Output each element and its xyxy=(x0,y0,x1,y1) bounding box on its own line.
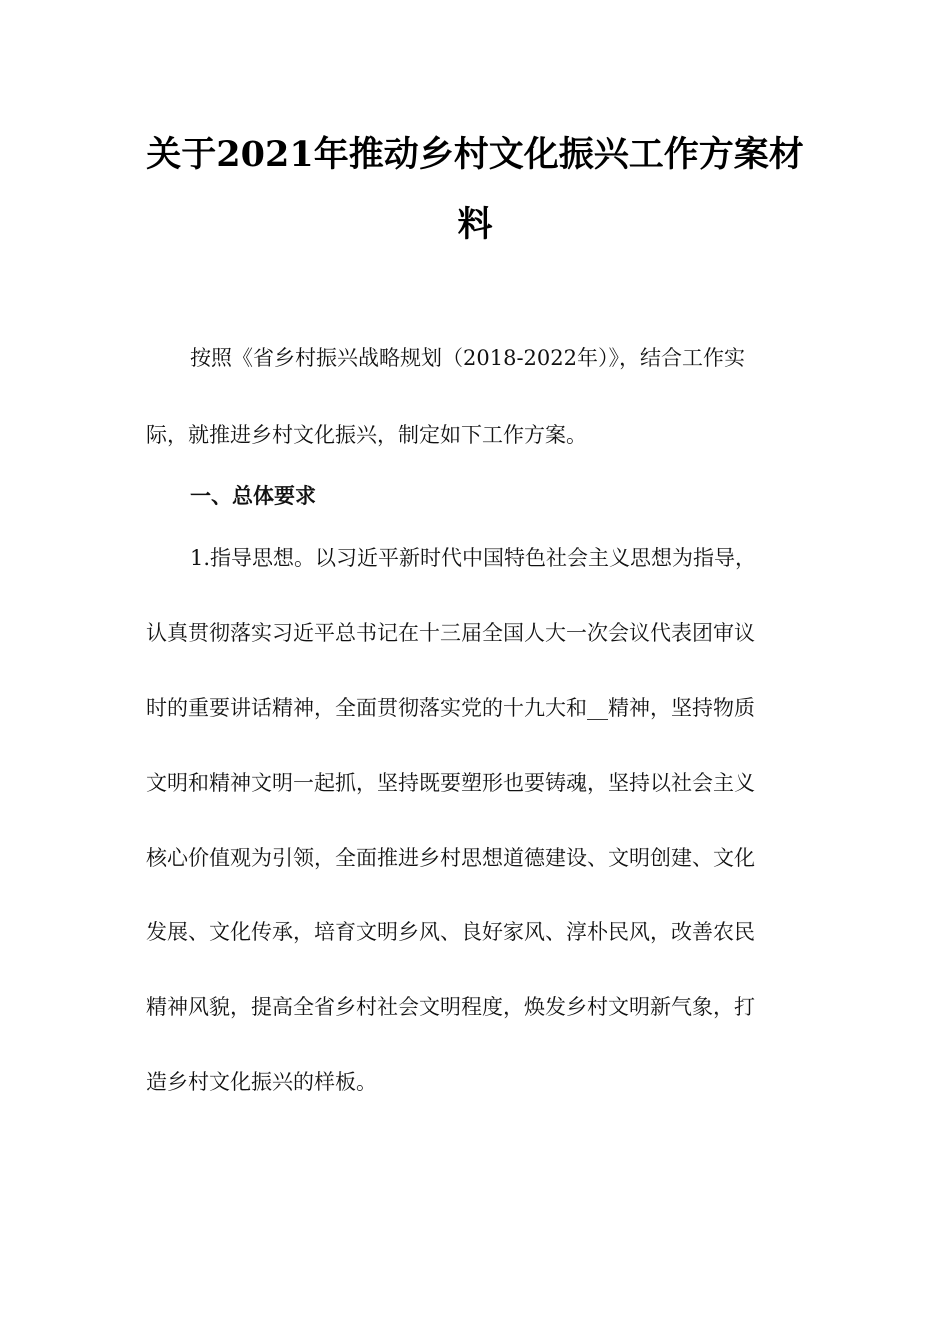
paragraph-line-6: 发展、文化传承，培育文明乡风、良好家风、淳朴民风，改善农民 xyxy=(146,920,755,944)
paragraph-line-1: 1.指导思想。以习近平新时代中国特色社会主义思想为指导， xyxy=(190,546,757,570)
paragraph-line-7: 精神风貌，提高全省乡村社会文明程度，焕发乡村文明新气象，打 xyxy=(146,995,755,1019)
paragraph-line-2: 认真贯彻落实习近平总书记在十三届全国人大一次会议代表团审议 xyxy=(146,621,755,645)
intro-line-1: 按照《省乡村振兴战略规划（2018-2022年）》，结合工作实 xyxy=(190,346,745,370)
paragraph-line-3: 时的重要讲话精神，全面贯彻落实党的十九大和__精神，坚持物质 xyxy=(146,696,755,720)
document-title-line-1: 关于2021年推动乡村文化振兴工作方案材 xyxy=(146,134,804,175)
paragraph-line-4: 文明和精神文明一起抓，坚持既要塑形也要铸魂，坚持以社会主义 xyxy=(146,771,755,795)
paragraph-line-8: 造乡村文化振兴的样板。 xyxy=(146,1070,377,1094)
document-title-line-2: 料 xyxy=(457,204,493,245)
paragraph-line-5: 核心价值观为引领，全面推进乡村思想道德建设、文明创建、文化 xyxy=(146,846,755,870)
section-heading: 一、总体要求 xyxy=(190,483,316,508)
intro-line-2: 际，就推进乡村文化振兴，制定如下工作方案。 xyxy=(146,423,587,447)
